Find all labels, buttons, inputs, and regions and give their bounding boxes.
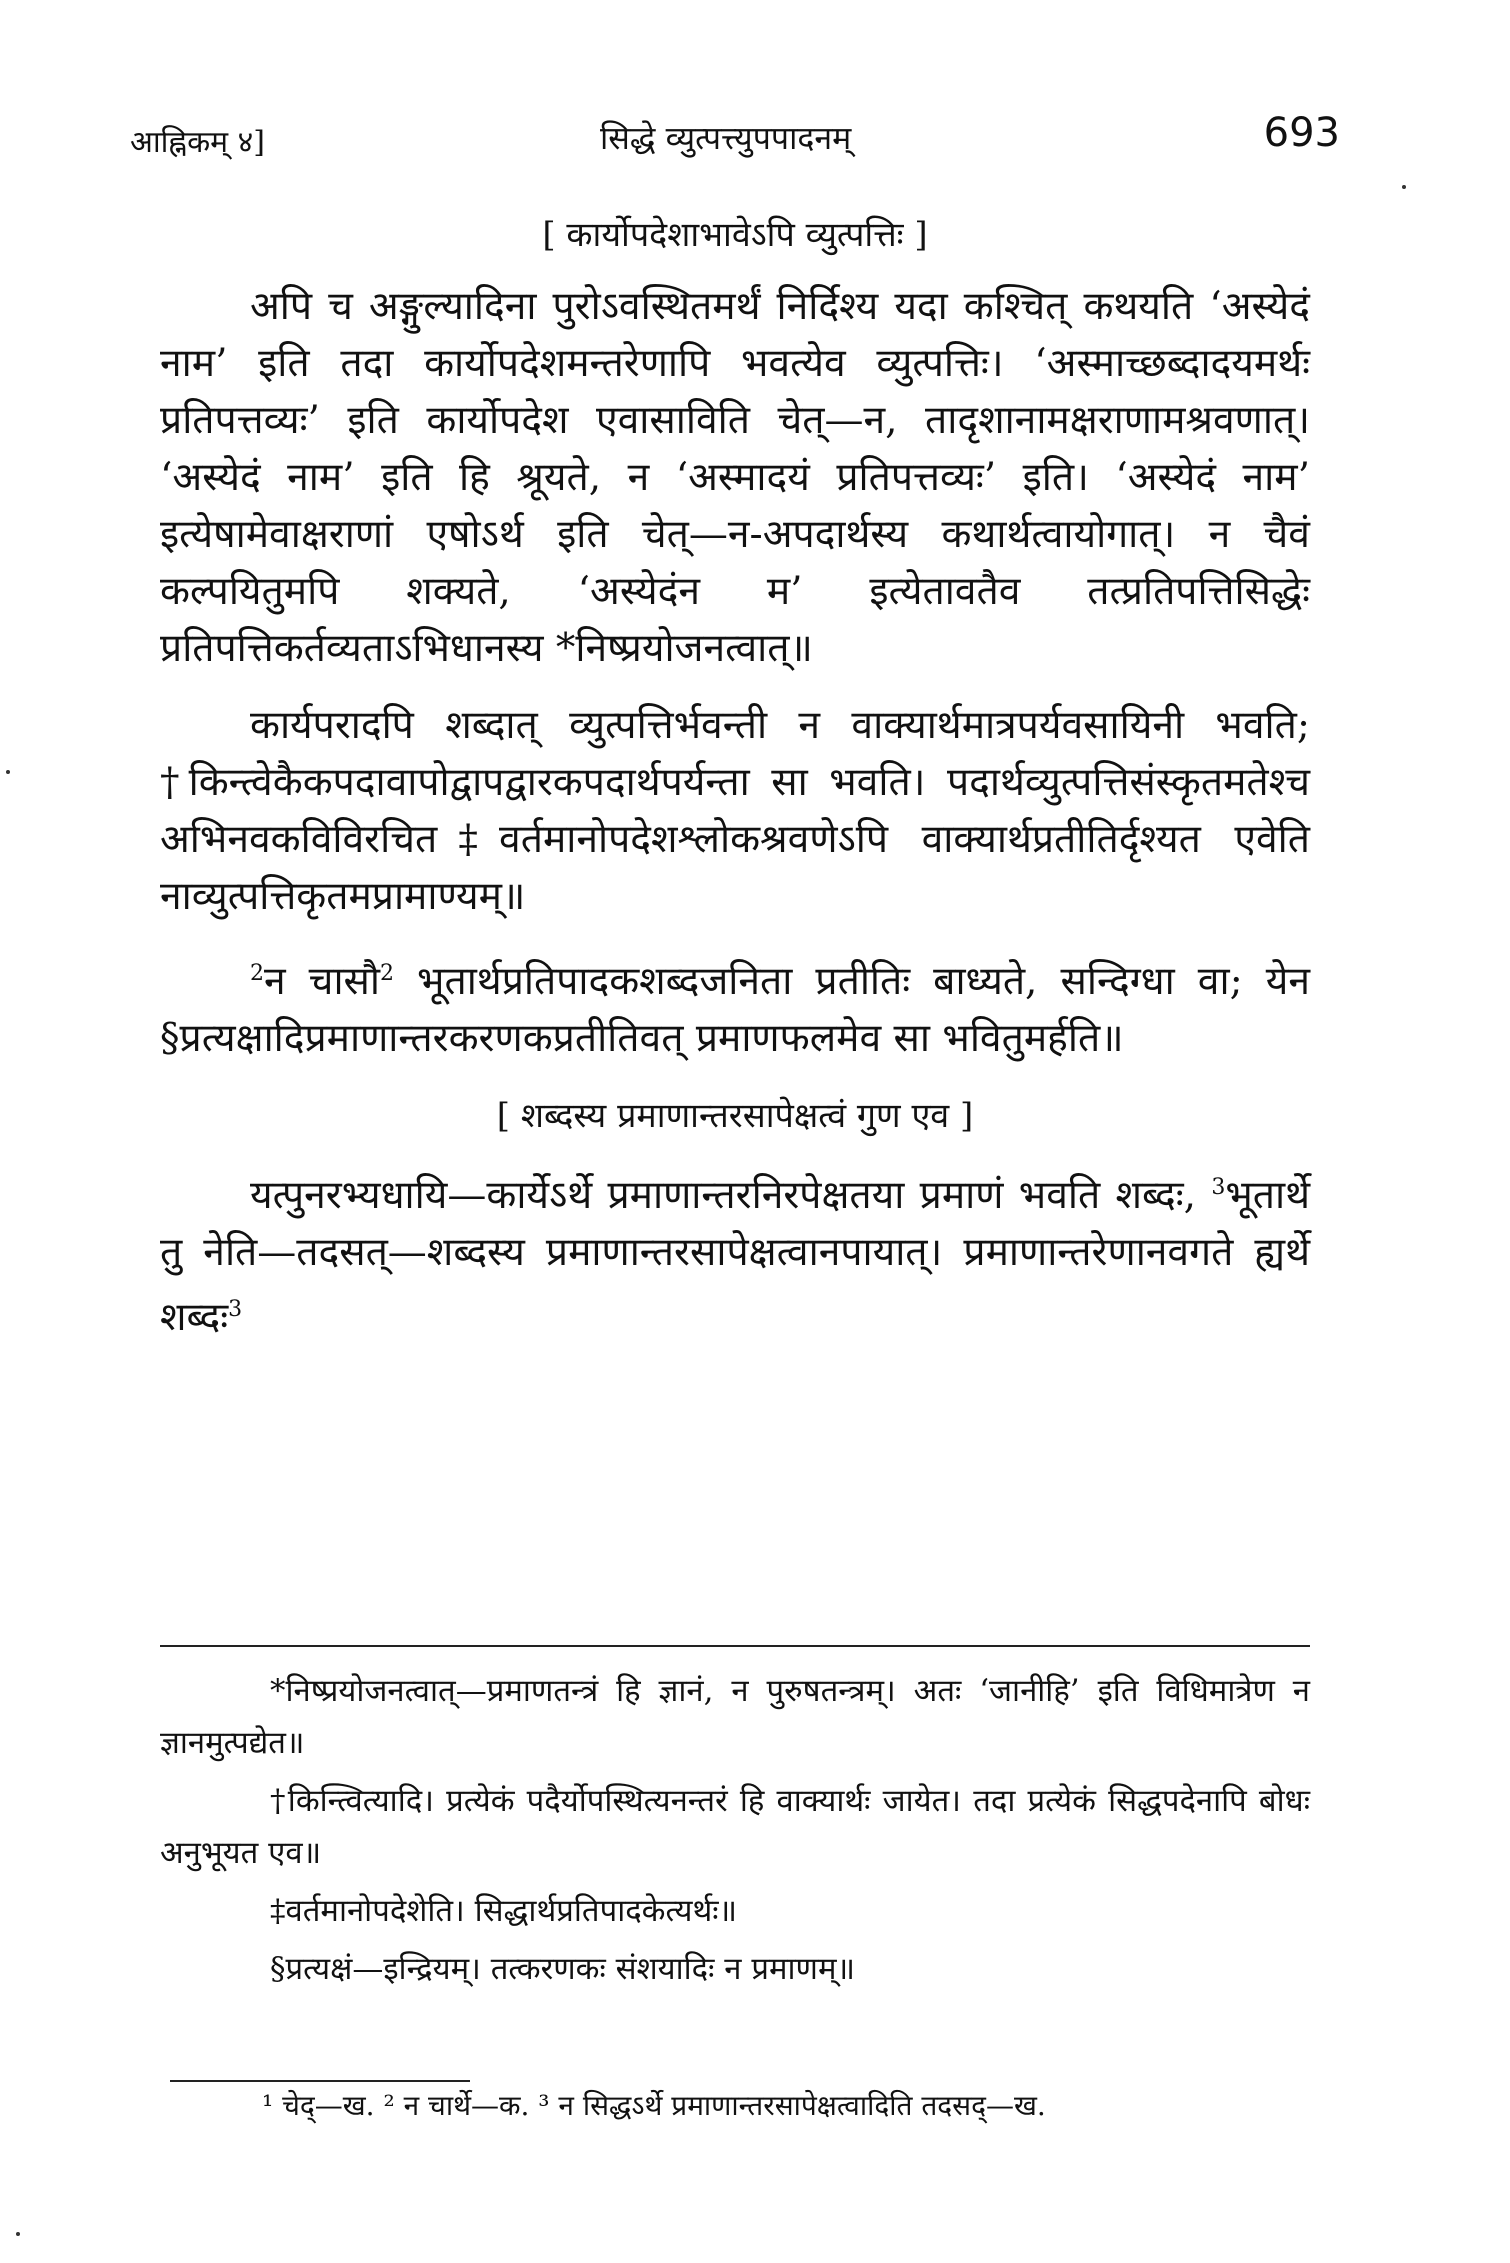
variant-marker-3: 3 [1211, 1175, 1226, 1200]
paragraph-4-a: यत्पुनरभ्यधायि—कार्येऽर्थे प्रमाणान्तरनिरपेक्षतया प्रमाणं भवति शब्दः, [250, 1173, 1197, 1218]
section-heading-1: [ कार्योपदेशाभावेऽपि व्युत्पत्तिः ] [542, 215, 928, 255]
scan-speck [6, 770, 10, 774]
footnotes [160, 1665, 1310, 2001]
variant-readings: ¹ चेद्—ख. ² न चार्थे—क. ³ न सिद्धऽर्थे प्रमाणान्तरसापेक्षत्वादिति तदसद्—ख. [262, 2089, 1046, 2122]
scan-speck [1402, 185, 1406, 189]
paragraph-3-opening: न चासौ [264, 959, 381, 1004]
variant-marker-3-end: 3 [228, 1297, 243, 1322]
variant-marker-2-end: 2 [380, 961, 395, 986]
scan-speck [16, 2232, 20, 2236]
section-heading-2: [ शब्दस्य प्रमाणान्तरसापेक्षत्वं गुण एव ] [496, 1096, 974, 1136]
footnote-double-dagger: ‡वर्तमानोपदेशेति। सिद्धार्थप्रतिपादकेत्यर्थः॥ [270, 1893, 738, 1929]
main-text [160, 210, 1310, 1366]
page-number: 693 [1263, 110, 1340, 156]
page-header [130, 110, 1340, 170]
paragraph-3-text: भूतार्थप्रतिपादकशब्दजनिता प्रतीतिः बाध्यते, सन्दिग्धा वा; येन §प्रत्यक्षादिप्रमाणान्तरकरणकप्रतीतिवत् प्रमाणफलमेव सा भवितुमर्हति॥ [160, 959, 1310, 1061]
paragraph-2: कार्यपरादपि शब्दात् व्युत्पत्तिर्भवन्ती न वाक्यार्थमात्रपर्यवसायिनी भवति; †किन्त्वेकैकपदावापोद्वापद्वारकपदार्थपर्यन्ता सा भवति। पदार्थव्युत्पत्तिसंस्कृतमतेश्च अभिनवकविविरचित‡वर्तमानोपदेशश्लोकश्रवणेऽपि वाक्यार्थप्रतीतिर्दृश्यत एवेति नाव्युत्पत्तिकृतमप्रामाण्यम्॥ [160, 703, 1310, 919]
paragraph-4 [160, 1159, 1310, 1346]
paragraph-4-b: भूतार्थे तु नेति—तदसत्—शब्दस्य प्रमाणान्तरसापेक्षत्वानपायात्। प्रमाणान्तरेणानवगते ह्यर्थे शब्दः [160, 1173, 1310, 1340]
paragraph-1: अपि च अङ्गुल्यादिना पुरोऽवस्थितमर्थं निर्दिश्य यदा कश्चित् कथयति ‘अस्येदं नाम’ इति तदा कार्योपदेशमन्तरेणापि भवत्येव व्युत्पत्तिः। ‘अस्माच्छब्दादयमर्थः प्रतिपत्तव्यः’ इति कार्योपदेश एवासाविति चेत्—न, तादृशानामक्षराणामश्रवणात्। ‘अस्येदं नाम’ इति हि श्रूयते, न ‘अस्मादयं प्रतिपत्तव्यः’ इति। ‘अस्येदं नाम’ इत्येषामेवाक्षराणां एषोऽर्थ इति चेत्—न-अपदार्थस्य कथार्थत्वायोगात्। न चैवं कल्पयितुमपि शक्यते, ‘अस्येदंन म’ इत्येतावतैव तत्प्रतिपत्तिसिद्धेः प्रतिपत्तिकर्तव्यताऽभिधानस्य *निष्प्रयोजनत्वात्॥ [160, 284, 1310, 671]
footnote-dagger: †किन्त्वित्यादि। प्रत्येकं पदैर्योपस्थित्यनन्तरं हि वाक्यार्थः जायेत। तदा प्रत्येकं सिद्धपदेनापि बोधः अनुभूयत एव॥ [160, 1783, 1310, 1871]
footnote-asterisk: *निष्प्रयोजनत्वात्—प्रमाणतन्त्रं हि ज्ञानं, न पुरुषतन्त्रम्। अतः ‘जानीहि’ इति विधिमात्रेण न ज्ञानमुत्पद्येत॥ [160, 1673, 1310, 1761]
footnote-section: §प्रत्यक्षं—इन्द्रियम्। तत्करणकः संशयादिः न प्रमाणम्॥ [270, 1951, 856, 1987]
variant-marker-2: 2 [250, 961, 264, 986]
variants-divider [170, 2080, 470, 2082]
paragraph-3 [160, 945, 1310, 1067]
footnote-divider [160, 1645, 1310, 1647]
running-title: सिद्धे व्युत्पत्त्युपपादनम् [600, 119, 852, 157]
chapter-label: आह्निकम् ४] [130, 125, 265, 160]
